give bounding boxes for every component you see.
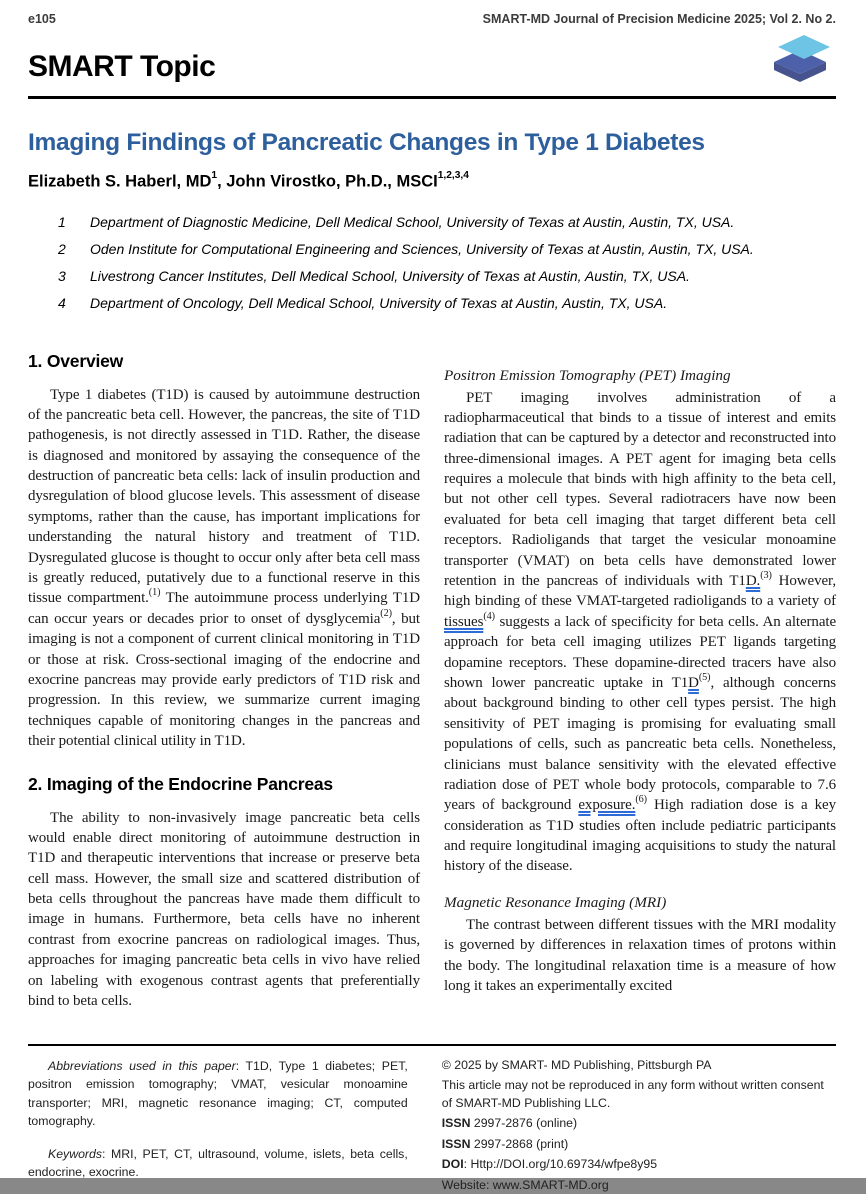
copyright-line-lead: DOI [441, 1157, 464, 1172]
subsection-heading: Positron Emission Tomography (PET) Imaging [444, 366, 731, 384]
body-column-right [444, 351, 836, 1049]
reference-superscript: (3) [760, 570, 772, 582]
reference-superscript: 1 [211, 170, 218, 181]
text-run: High radiation dose is a key consideration as T1D studies often include pediatric participants and require longitudinal imaging acquisitions to study the natural history of the disease. [444, 797, 836, 875]
text-run: , but imaging is not a component of current clinical monitoring in T1D or those at risk. Cross-sectional imaging of the endocrine and exocrine pancreas may provide early predictors of T1D risk and progression. In this review, we summarize current imaging techniques capable of monitoring changes in the pancreas and their potential clinical utility in T1D. [28, 610, 420, 750]
text-run: suggests a lack of specificity for beta cells. An alternate approach for beta cell imaging utilizes PET ligands targeting dopamine receptors. These dopamine-directed tracers have also shown lower pancreatic uptake in T1 [444, 613, 836, 691]
copyright-line [442, 1156, 836, 1173]
copyright-block [441, 1057, 836, 1192]
authors-line [28, 172, 836, 192]
journal-logo-icon [770, 26, 834, 90]
page-footer [28, 1044, 836, 1192]
subsection-heading: Magnetic Resonance Imaging (MRI) [444, 893, 667, 911]
body-column-left [28, 351, 420, 1049]
reference-link[interactable]: D [688, 674, 699, 691]
section-heading: 2. Imaging of the Endocrine Pancreas [28, 773, 333, 794]
affiliation-text: Oden Institute for Computational Engineering and Sciences, University of Texas at Austin, Austin, TX, USA. [90, 240, 754, 257]
section-heading: 1. Overview [28, 350, 124, 371]
body-paragraph [28, 808, 420, 1012]
journal-reference: SMART-MD Journal of Precision Medicine 2025; Vol 2. No 2. [482, 12, 836, 26]
copyright-line-lead: ISSN [441, 1116, 471, 1131]
text-run: The autoimmune process underlying T1D can occur years or decades prior to onset of dysglycemia [28, 590, 420, 627]
affiliation-text: Department of Oncology, Dell Medical School, University of Texas at Austin, Austin, TX, USA. [90, 294, 668, 311]
body-paragraph [444, 915, 836, 997]
page-number: e105 [28, 12, 56, 26]
text-run: Elizabeth S. Haberl, MD [28, 172, 212, 191]
article-body [28, 351, 836, 1049]
affiliation-item [58, 263, 836, 290]
affiliation-text: Livestrong Cancer Institutes, Dell Medical School, University of Texas at Austin, Austin, TX, USA. [90, 267, 690, 284]
keywords-note [28, 1145, 408, 1182]
affiliation-number: 2 [58, 240, 66, 257]
keywords-lead: Keywords [48, 1146, 102, 1161]
reference-superscript: (2) [380, 607, 392, 619]
text-run: However, high binding of these VMAT-targeted radioligands to a variety of [444, 573, 836, 610]
copyright-line-text: This article may not be reproduced in any form without written consent of SMART-MD Publishing LLC. [441, 1078, 824, 1110]
text-run: , John Virostko, Ph.D., MSCI [217, 172, 438, 191]
logo-top-face [778, 35, 830, 59]
body-paragraph [28, 385, 420, 752]
copyright-line [442, 1115, 836, 1132]
text-run: PET imaging involves administration of a radiopharmaceutical that binds to a tissue of interest and emits radiation that can be captured by a detector and reconstructed into three-dimensional images. A PET agent for imaging beta cells requires a molecule that binds with high affinity to the beta cell, but not other cell types. Several radiotracers have now been evaluated for beta cell imaging that target different beta cell receptors. Radioligands that target the vesicular monoamine transporter (VMAT) on beta cells have demonstrated lower retention in the pancreas of individuals with T1 [444, 389, 836, 590]
affiliation-text: Department of Diagnostic Medicine, Dell Medical School, University of Texas at Austin, Austin, TX, USA. [90, 213, 735, 230]
reference-superscript: (4) [483, 610, 495, 622]
reference-superscript: (6) [635, 794, 647, 806]
reference-superscript: (5) [698, 671, 711, 683]
reference-superscript: 1,2,3,4 [437, 170, 469, 181]
text-run: Type 1 diabetes (T1D) is caused by autoimmune destruction of the pancreatic beta cell. However, the pancreas, the site of T1D pathogenesis, is not directly assessed in T1D. Rather, the disease is diagnosed and monitored by assaying the consequence of the destruction of pancreatic beta cells: lack of insulin production and dysregulation of blood glucose levels. This assessment of disease symptoms, rather than the cause, has important implications for understanding the natural history and treatment of T1D. Dysregulated glucose is thought to occur only after beta cell mass is greatly reduced, putatively due to a functional reserve in this tissue compartment. [28, 386, 420, 607]
copyright-line [442, 1077, 836, 1112]
abbreviations-lead: Abbreviations used in this paper [48, 1059, 236, 1073]
affiliation-number: 3 [58, 267, 66, 284]
reference-link[interactable]: D. [745, 573, 761, 590]
copyright-line-lead: ISSN [441, 1136, 471, 1151]
running-head [28, 12, 836, 26]
section-banner [28, 50, 836, 99]
reference-superscript: (1) [148, 587, 161, 599]
footer-notes [28, 1057, 408, 1178]
reference-link[interactable]: exposure. [578, 797, 636, 814]
copyright-line [442, 1057, 836, 1074]
abbreviations-text: : T1D, Type 1 diabetes; PET, positron emission tomography; VMAT, vesicular monoamine transporter; MRI, magnetic resonance imaging; CT, computed tomography. [28, 1059, 408, 1129]
copyright-line-text: 2997-2876 (online) [470, 1116, 578, 1131]
text-run: The contrast between different tissues with the MRI modality is governed by differences in relaxation times of protons within the body. The longitudinal relaxation time is a measure of how long it takes an experimentally excited [444, 916, 836, 995]
abbreviations-note [28, 1057, 408, 1131]
copyright-line [442, 1136, 836, 1153]
reference-link[interactable]: tissues [444, 613, 484, 630]
copyright-line [442, 1177, 836, 1194]
body-paragraph [444, 388, 836, 877]
keywords-text: : MRI, PET, CT, ultrasound, volume, islets, beta cells, endocrine, exocrine. [28, 1146, 408, 1180]
affiliations-list [58, 209, 836, 317]
affiliation-item [58, 236, 836, 263]
copyright-line-text: Website: www.SMART-MD.org [441, 1177, 609, 1192]
affiliation-item [58, 209, 836, 236]
affiliation-number: 4 [58, 294, 66, 311]
text-run: , although concerns about background binding to other cell types persist. The high sensitivity of PET imaging is promising for evaluating small populations of cells, such as pancreatic beta cells. Nonetheless, clinicians must balance sensitivity with the elevated effective radiation dose of PET whole body protocols, comparable to 7.6 years of background [444, 674, 836, 814]
copyright-line-text: 2997-2868 (print) [470, 1136, 569, 1151]
affiliation-item [58, 290, 836, 317]
text-run: The ability to non-invasively image pancreatic beta cells would enable direct monitoring of autoimmune destruction in T1D and therapeutic interventions that increase or preserve beta cell mass. However, the small size and scattered distribution of beta cells throughout the pancreas have made them difficult to image in humans. Furthermore, beta cells have no inherent contrast from exocrine pancreas on radiological images. Thus, approaches for imaging pancreatic beta cells in vivo have relied on labeling with exogenous contrast agents that preferentially bind to beta cells. [28, 809, 420, 1010]
copyright-line-text: © 2025 by SMART- MD Publishing, Pittsburgh PA [441, 1058, 712, 1072]
copyright-line-text: : Http://DOI.org/10.69734/wfpe8y95 [463, 1157, 658, 1172]
section-banner-title: SMART Topic [28, 50, 216, 83]
article-title: Imaging Findings of Pancreatic Changes in Type 1 Diabetes [28, 129, 705, 156]
affiliation-number: 1 [58, 213, 66, 230]
